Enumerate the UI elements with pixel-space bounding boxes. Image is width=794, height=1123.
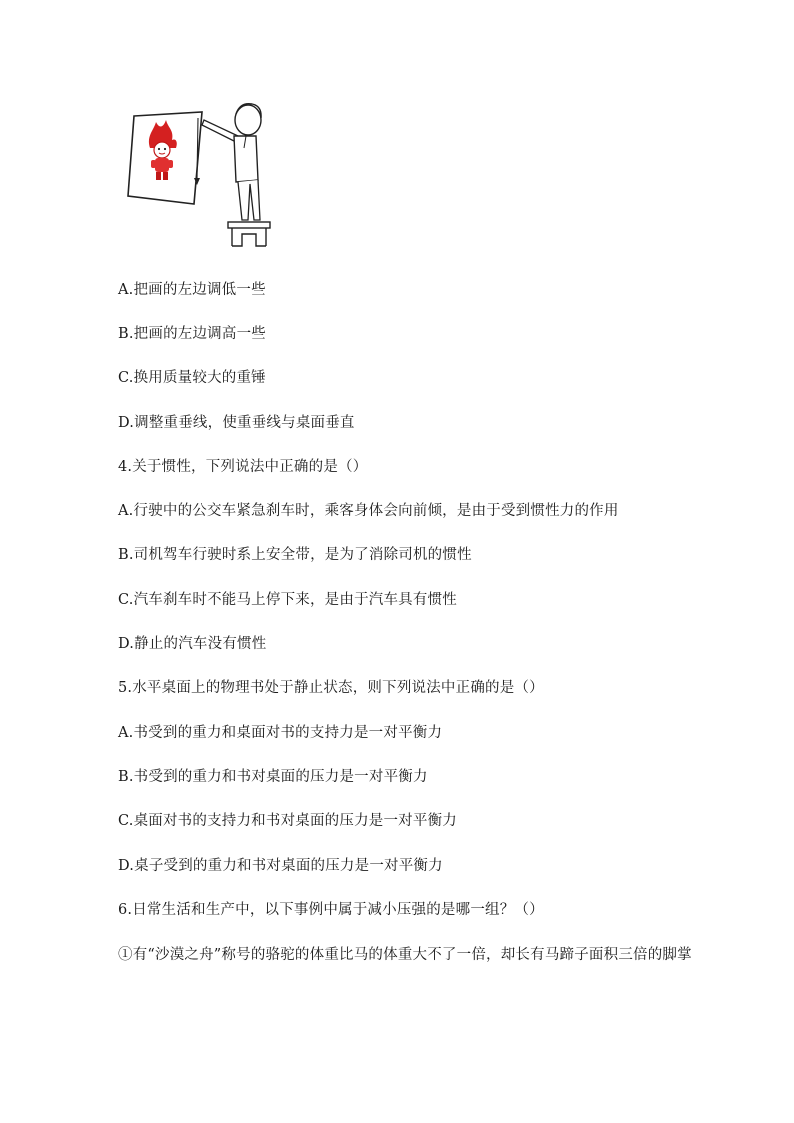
person-hanging-picture-icon (120, 92, 280, 252)
option-line: D.静止的汽车没有惯性 (118, 636, 267, 652)
option-line: C.换用质量较大的重锤 (118, 370, 266, 386)
option-line: D.调整重垂线，使重垂线与桌面垂直 (118, 415, 355, 431)
option-line: D.桌子受到的重力和书对桌面的压力是一对平衡力 (118, 858, 443, 874)
option-line: A.把画的左边调低一些 (118, 282, 266, 298)
question-line: 5.水平桌面上的物理书处于静止状态，则下列说法中正确的是（） (118, 680, 544, 696)
question-line: 6.日常生活和生产中，以下事例中属于减小压强的是哪一组？（） (118, 902, 544, 918)
option-line: B.司机驾车行驶时系上安全带，是为了消除司机的惯性 (118, 547, 472, 563)
option-line: B.把画的左边调高一些 (118, 326, 266, 342)
option-line: C.桌面对书的支持力和书对桌面的压力是一对平衡力 (118, 813, 457, 829)
option-line: A.书受到的重力和桌面对书的支持力是一对平衡力 (118, 725, 443, 741)
question-line: 4.关于惯性，下列说法中正确的是（） (118, 459, 368, 475)
statement-line: ①有“沙漠之舟”称号的骆驼的体重比马的体重大不了一倍，却长有马蹄子面积三倍的脚掌 (118, 947, 692, 963)
option-line: C.汽车刹车时不能马上停下来，是由于汽车具有惯性 (118, 592, 457, 608)
hanging-picture-illustration (120, 92, 280, 252)
option-line: A.行驶中的公交车紧急刹车时，乘客身体会向前倾，是由于受到惯性力的作用 (118, 503, 619, 519)
option-line: B.书受到的重力和书对桌面的压力是一对平衡力 (118, 769, 428, 785)
